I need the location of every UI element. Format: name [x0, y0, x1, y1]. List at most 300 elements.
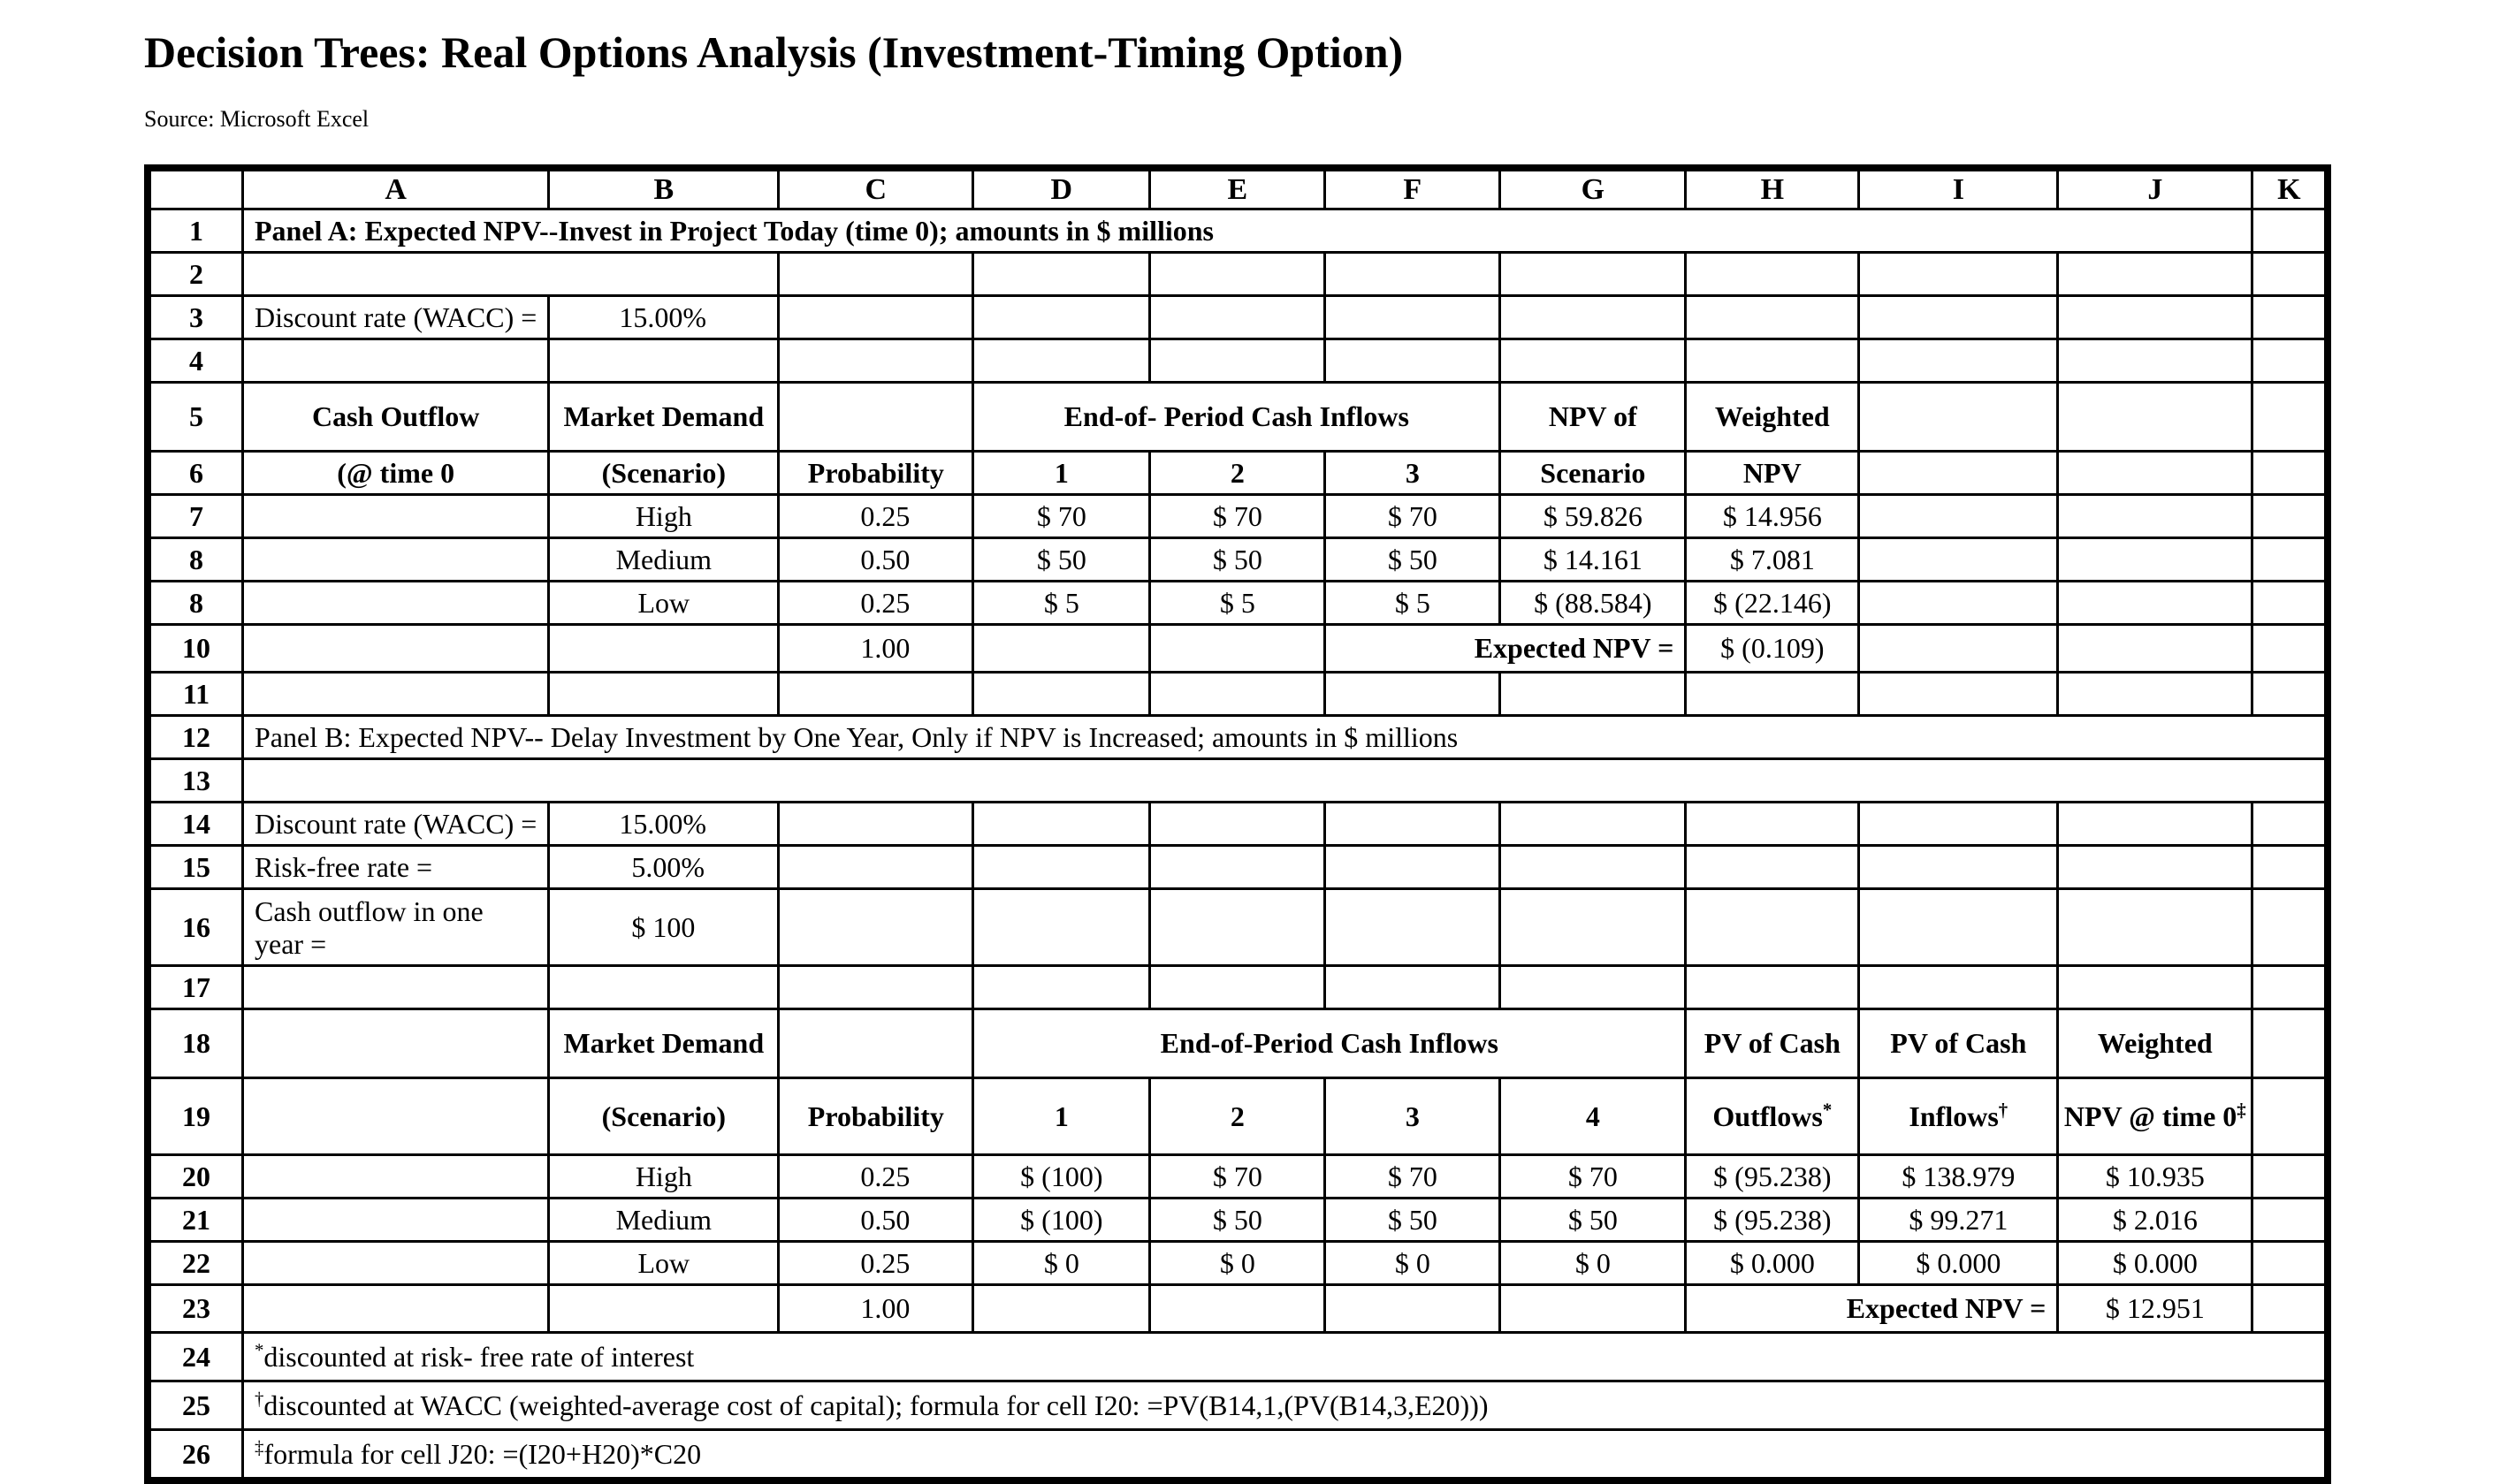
probability-cell[interactable]: 0.25: [779, 1242, 973, 1285]
weighted-npv-cell[interactable]: $ 10.935: [2058, 1155, 2252, 1199]
cash-outflow-label-cell[interactable]: Cash outflow in one year =: [243, 889, 549, 966]
header-time0[interactable]: (@ time 0: [243, 452, 549, 495]
cell[interactable]: [243, 1285, 549, 1333]
cell[interactable]: [2058, 582, 2252, 625]
cell[interactable]: [1859, 339, 2058, 383]
cell[interactable]: [2252, 495, 2326, 538]
header-npv[interactable]: NPV: [1686, 452, 1859, 495]
header-cash-inflows-b[interactable]: End-of-Period Cash Inflows: [973, 1009, 1686, 1078]
cell[interactable]: [1859, 538, 2058, 582]
cell[interactable]: [1150, 339, 1325, 383]
cell[interactable]: [1325, 339, 1500, 383]
cash-flow-cell[interactable]: $ 0: [1500, 1242, 1686, 1285]
table-row: [150, 538, 2326, 582]
cell[interactable]: [243, 673, 549, 716]
cell[interactable]: [1500, 803, 1686, 846]
header-pv-cash-out[interactable]: PV of Cash: [1686, 1009, 1859, 1078]
probability-cell[interactable]: 0.25: [779, 495, 973, 538]
header-period-1-b[interactable]: 1: [973, 1078, 1150, 1155]
dagger-mark: †: [1998, 1099, 2008, 1120]
cell[interactable]: [1686, 889, 1859, 966]
cell[interactable]: [1686, 846, 1859, 889]
cell[interactable]: [1500, 296, 1686, 339]
header-scenario[interactable]: (Scenario): [549, 452, 779, 495]
cell[interactable]: [1500, 966, 1686, 1009]
cell[interactable]: [779, 889, 973, 966]
risk-free-value-cell[interactable]: 5.00%: [549, 846, 779, 889]
sheet-row: [150, 1078, 2326, 1155]
cell[interactable]: [779, 966, 973, 1009]
demand-cell[interactable]: High: [549, 495, 779, 538]
sheet-row: [150, 716, 2326, 759]
sheet-row: [150, 452, 2326, 495]
cell[interactable]: [243, 1009, 549, 1078]
risk-free-label-cell[interactable]: Risk-free rate =: [243, 846, 549, 889]
cell[interactable]: [973, 889, 1150, 966]
table-row: [150, 1155, 2326, 1199]
row-header[interactable]: 23: [150, 1285, 243, 1333]
header-period-2-b[interactable]: 2: [1150, 1078, 1325, 1155]
footnote-text: discounted at WACC (weighted-average cost of capital); formula for cell I20: =PV(B14,1,(PV(B14,3,E20))): [263, 1389, 1489, 1421]
probability-cell[interactable]: 0.50: [779, 1199, 973, 1242]
row-header[interactable]: 16: [150, 889, 243, 966]
cell[interactable]: [243, 582, 549, 625]
row-header[interactable]: 8: [150, 582, 243, 625]
column-header-b[interactable]: B: [549, 171, 779, 209]
row-header[interactable]: 22: [150, 1242, 243, 1285]
cell[interactable]: [243, 1155, 549, 1199]
cell[interactable]: [2058, 966, 2252, 1009]
cell[interactable]: [1859, 966, 2058, 1009]
cell[interactable]: [779, 383, 973, 452]
sheet-row: [150, 759, 2326, 803]
cell[interactable]: [1859, 383, 2058, 452]
demand-cell[interactable]: Medium: [549, 1199, 779, 1242]
column-header-g[interactable]: G: [1500, 171, 1686, 209]
cell[interactable]: [2058, 889, 2252, 966]
footnote-1[interactable]: [243, 1333, 2326, 1381]
row-header[interactable]: 12: [150, 716, 243, 759]
header-inflows-text: Inflows: [1909, 1100, 1999, 1132]
header-outflows-text: Outflows: [1712, 1100, 1823, 1132]
cell[interactable]: [549, 1285, 779, 1333]
cell[interactable]: [243, 538, 549, 582]
cell[interactable]: [1325, 253, 1500, 296]
asterisk-mark: *: [255, 1339, 264, 1360]
cell[interactable]: [779, 296, 973, 339]
cell[interactable]: [1150, 296, 1325, 339]
header-probability[interactable]: Probability: [779, 452, 973, 495]
column-header-k[interactable]: K: [2252, 171, 2326, 209]
cell[interactable]: [779, 253, 973, 296]
header-inflows[interactable]: [1859, 1078, 2058, 1155]
cell[interactable]: [1686, 966, 1859, 1009]
weighted-npv-cell[interactable]: $ (22.146): [1686, 582, 1859, 625]
npv-cell[interactable]: $ (88.584): [1500, 582, 1686, 625]
row-header[interactable]: 2: [150, 253, 243, 296]
header-npv-of[interactable]: NPV of: [1500, 383, 1686, 452]
source-caption: Source: Microsoft Excel: [144, 106, 370, 132]
sheet-row: [150, 209, 2326, 253]
panel-a-title[interactable]: Panel A: Expected NPV--Invest in Project Today (time 0); amounts in $ millions: [243, 209, 2252, 253]
cell[interactable]: [1859, 846, 2058, 889]
weighted-npv-cell[interactable]: $ 14.956: [1686, 495, 1859, 538]
header-pv-cash-in[interactable]: PV of Cash: [1859, 1009, 2058, 1078]
demand-cell[interactable]: Low: [549, 582, 779, 625]
npv-cell[interactable]: $ 59.826: [1500, 495, 1686, 538]
cell[interactable]: [1150, 625, 1325, 673]
sheet-row: [150, 383, 2326, 452]
header-market-demand[interactable]: Market Demand: [549, 383, 779, 452]
cash-flow-cell[interactable]: $ 50: [1325, 1199, 1500, 1242]
sheet-row: [150, 889, 2326, 966]
cash-flow-cell[interactable]: $ 50: [1150, 1199, 1325, 1242]
cell[interactable]: [243, 253, 779, 296]
cell[interactable]: [973, 296, 1150, 339]
footnote-row: [150, 1381, 2326, 1430]
panel-b-title[interactable]: Panel B: Expected NPV-- Delay Investment by One Year, Only if NPV is Increased; amounts in $ millions: [243, 716, 2326, 759]
row-header[interactable]: 3: [150, 296, 243, 339]
cash-flow-cell[interactable]: $ 50: [1500, 1199, 1686, 1242]
cash-flow-cell[interactable]: $ 70: [1325, 495, 1500, 538]
corner-cell[interactable]: [150, 171, 243, 209]
cell[interactable]: [2252, 1009, 2326, 1078]
header-market-demand-b[interactable]: Market Demand: [549, 1009, 779, 1078]
cell[interactable]: [1686, 296, 1859, 339]
cell[interactable]: [2252, 625, 2326, 673]
cell[interactable]: [1500, 339, 1686, 383]
cell[interactable]: [2058, 253, 2252, 296]
sheet-row: [150, 673, 2326, 716]
row-header[interactable]: 10: [150, 625, 243, 673]
demand-cell[interactable]: Medium: [549, 538, 779, 582]
header-weighted[interactable]: Weighted: [1686, 383, 1859, 452]
cell[interactable]: [2252, 209, 2326, 253]
column-header-e[interactable]: E: [1150, 171, 1325, 209]
cell[interactable]: [1500, 846, 1686, 889]
cell[interactable]: [2058, 803, 2252, 846]
row-header[interactable]: 14: [150, 803, 243, 846]
probability-cell[interactable]: 0.25: [779, 1155, 973, 1199]
row-header[interactable]: 8: [150, 538, 243, 582]
cell[interactable]: [1859, 582, 2058, 625]
cell[interactable]: [1150, 846, 1325, 889]
cell[interactable]: [243, 495, 549, 538]
cell[interactable]: [973, 803, 1150, 846]
column-header-j[interactable]: J: [2058, 171, 2252, 209]
cell[interactable]: [779, 846, 973, 889]
cell[interactable]: [1686, 673, 1859, 716]
row-header[interactable]: 20: [150, 1155, 243, 1199]
cell[interactable]: [1500, 1285, 1686, 1333]
footnote-text: formula for cell J20: =(I20+H20)*C20: [263, 1437, 702, 1470]
pv-outflows-cell[interactable]: $ (95.238): [1686, 1199, 1859, 1242]
pv-outflows-cell[interactable]: $ 0.000: [1686, 1242, 1859, 1285]
cash-flow-cell[interactable]: $ 0: [973, 1242, 1150, 1285]
cell[interactable]: [1325, 673, 1500, 716]
cell[interactable]: [1686, 253, 1859, 296]
cell[interactable]: [2058, 673, 2252, 716]
header-outflows[interactable]: [1686, 1078, 1859, 1155]
probability-total-cell-b[interactable]: 1.00: [779, 1285, 973, 1333]
wacc-label-cell[interactable]: Discount rate (WACC) =: [243, 296, 549, 339]
column-header-f[interactable]: F: [1325, 171, 1500, 209]
pv-inflows-cell[interactable]: $ 99.271: [1859, 1199, 2058, 1242]
cash-flow-cell[interactable]: $ 0: [1325, 1242, 1500, 1285]
cell[interactable]: [243, 339, 549, 383]
cell[interactable]: [1150, 253, 1325, 296]
cell[interactable]: [973, 1285, 1150, 1333]
row-header[interactable]: 15: [150, 846, 243, 889]
footnote-3[interactable]: [243, 1430, 2326, 1479]
wacc-label-cell-b[interactable]: Discount rate (WACC) =: [243, 803, 549, 846]
cell[interactable]: [1150, 966, 1325, 1009]
cell[interactable]: [1859, 452, 2058, 495]
sheet-row: [150, 846, 2326, 889]
cash-flow-cell[interactable]: $ (100): [973, 1155, 1150, 1199]
header-probability-b[interactable]: Probability: [779, 1078, 973, 1155]
cell[interactable]: [2252, 1078, 2326, 1155]
table-row: [150, 1242, 2326, 1285]
cell[interactable]: [1325, 966, 1500, 1009]
expected-npv-label[interactable]: Expected NPV =: [1325, 625, 1686, 673]
wacc-value-cell-b[interactable]: 15.00%: [549, 803, 779, 846]
cell[interactable]: [1325, 803, 1500, 846]
cell[interactable]: [2252, 538, 2326, 582]
cell[interactable]: [2252, 966, 2326, 1009]
column-header-row: [150, 171, 2326, 209]
cell[interactable]: [549, 966, 779, 1009]
cell[interactable]: [2058, 846, 2252, 889]
wacc-value-cell[interactable]: 15.00%: [549, 296, 779, 339]
cell[interactable]: [243, 1078, 549, 1155]
cell[interactable]: [2058, 538, 2252, 582]
header-period-1[interactable]: 1: [973, 452, 1150, 495]
header-npv-time0[interactable]: [2058, 1078, 2252, 1155]
cell[interactable]: [2252, 1199, 2326, 1242]
cell[interactable]: [2252, 1242, 2326, 1285]
column-header-i[interactable]: I: [1859, 171, 2058, 209]
header-period-4-b[interactable]: 4: [1500, 1078, 1686, 1155]
footnote-text: discounted at risk- free rate of interest: [263, 1340, 695, 1373]
weighted-npv-cell[interactable]: $ 0.000: [2058, 1242, 2252, 1285]
cell[interactable]: [973, 966, 1150, 1009]
cell[interactable]: [2252, 452, 2326, 495]
header-period-3[interactable]: 3: [1325, 452, 1500, 495]
row-header[interactable]: 1: [150, 209, 243, 253]
cell[interactable]: [973, 625, 1150, 673]
cell[interactable]: [2252, 889, 2326, 966]
cash-flow-cell[interactable]: $ 0: [1150, 1242, 1325, 1285]
cash-flow-cell[interactable]: $ 70: [1150, 495, 1325, 538]
expected-npv-value[interactable]: $ (0.109): [1686, 625, 1859, 673]
footnote-row: [150, 1333, 2326, 1381]
row-header[interactable]: 21: [150, 1199, 243, 1242]
row-header[interactable]: 4: [150, 339, 243, 383]
cell[interactable]: [243, 1242, 549, 1285]
cell[interactable]: [2252, 296, 2326, 339]
demand-cell[interactable]: High: [549, 1155, 779, 1199]
cell[interactable]: [2058, 625, 2252, 673]
cell[interactable]: [1325, 296, 1500, 339]
cell[interactable]: [2058, 296, 2252, 339]
double-dagger-mark: ‡: [2237, 1099, 2246, 1120]
cell[interactable]: [973, 339, 1150, 383]
cash-flow-cell[interactable]: $ 70: [1325, 1155, 1500, 1199]
cash-flow-cell[interactable]: $ (100): [973, 1199, 1150, 1242]
pv-inflows-cell[interactable]: $ 138.979: [1859, 1155, 2058, 1199]
cell[interactable]: [1500, 889, 1686, 966]
row-header[interactable]: 18: [150, 1009, 243, 1078]
header-scenario-npv[interactable]: Scenario: [1500, 452, 1686, 495]
cell[interactable]: [2252, 339, 2326, 383]
header-period-3-b[interactable]: 3: [1325, 1078, 1500, 1155]
row-header[interactable]: 11: [150, 673, 243, 716]
cell[interactable]: [1150, 889, 1325, 966]
cash-flow-cell[interactable]: $ 50: [1150, 538, 1325, 582]
page-title: Decision Trees: Real Options Analysis (Investment-Timing Option): [144, 27, 1404, 77]
cell[interactable]: [1150, 673, 1325, 716]
cell[interactable]: [2252, 383, 2326, 452]
cell[interactable]: [549, 339, 779, 383]
cell[interactable]: [1325, 889, 1500, 966]
cell[interactable]: [2252, 673, 2326, 716]
cell[interactable]: [2058, 495, 2252, 538]
cell[interactable]: [2252, 582, 2326, 625]
cell[interactable]: [2058, 339, 2252, 383]
probability-cell[interactable]: 0.25: [779, 582, 973, 625]
cell[interactable]: [2252, 803, 2326, 846]
cell[interactable]: [1500, 673, 1686, 716]
cell[interactable]: [973, 253, 1150, 296]
cash-flow-cell[interactable]: $ 50: [1325, 538, 1500, 582]
row-header[interactable]: 6: [150, 452, 243, 495]
cell[interactable]: [779, 803, 973, 846]
cell[interactable]: [973, 673, 1150, 716]
table-row: [150, 582, 2326, 625]
footnote-2[interactable]: [243, 1381, 2326, 1430]
header-scenario-b[interactable]: (Scenario): [549, 1078, 779, 1155]
probability-cell[interactable]: 0.50: [779, 538, 973, 582]
cell[interactable]: [1500, 253, 1686, 296]
cell[interactable]: [2058, 452, 2252, 495]
spreadsheet: [144, 164, 2331, 1484]
header-npv-time0-text: NPV @ time 0: [2063, 1100, 2237, 1132]
row-header[interactable]: 5: [150, 383, 243, 452]
cell[interactable]: [1325, 1285, 1500, 1333]
sheet-row: [150, 253, 2326, 296]
cell[interactable]: [779, 339, 973, 383]
cash-flow-cell[interactable]: $ 70: [1500, 1155, 1686, 1199]
pv-outflows-cell[interactable]: $ (95.238): [1686, 1155, 1859, 1199]
cash-flow-cell[interactable]: $ 5: [1150, 582, 1325, 625]
header-weighted-b[interactable]: Weighted: [2058, 1009, 2252, 1078]
cell[interactable]: [1859, 495, 2058, 538]
cash-flow-cell[interactable]: $ 70: [1150, 1155, 1325, 1199]
cell[interactable]: [1859, 253, 2058, 296]
sheet-row: [150, 296, 2326, 339]
cell[interactable]: [1859, 673, 2058, 716]
cell[interactable]: [779, 1009, 973, 1078]
row-header[interactable]: 13: [150, 759, 243, 803]
demand-cell[interactable]: Low: [549, 1242, 779, 1285]
cell[interactable]: [1150, 1285, 1325, 1333]
row-header[interactable]: 24: [150, 1333, 243, 1381]
row-header[interactable]: 26: [150, 1430, 243, 1479]
cash-flow-cell[interactable]: $ 5: [973, 582, 1150, 625]
cell[interactable]: [779, 673, 973, 716]
table-row: [150, 1285, 2326, 1333]
cell[interactable]: [243, 1199, 549, 1242]
weighted-npv-cell[interactable]: $ 7.081: [1686, 538, 1859, 582]
cell[interactable]: [549, 673, 779, 716]
cell[interactable]: [2252, 253, 2326, 296]
row-header[interactable]: 17: [150, 966, 243, 1009]
footnote-row: [150, 1430, 2326, 1479]
cell[interactable]: [1859, 625, 2058, 673]
expected-npv-value-b[interactable]: $ 12.951: [2058, 1285, 2252, 1333]
sheet-row: [150, 803, 2326, 846]
cash-flow-cell[interactable]: $ 50: [973, 538, 1150, 582]
column-header-c[interactable]: C: [779, 171, 973, 209]
cell[interactable]: [1859, 889, 2058, 966]
npv-cell[interactable]: $ 14.161: [1500, 538, 1686, 582]
cell[interactable]: [243, 759, 2326, 803]
cell[interactable]: [549, 625, 779, 673]
table-row: [150, 495, 2326, 538]
asterisk-mark: *: [1822, 1099, 1833, 1120]
sheet-row: [150, 339, 2326, 383]
probability-total-cell[interactable]: 1.00: [779, 625, 973, 673]
pv-inflows-cell[interactable]: $ 0.000: [1859, 1242, 2058, 1285]
cell[interactable]: [1859, 296, 2058, 339]
cash-flow-cell[interactable]: $ 5: [1325, 582, 1500, 625]
column-header-h[interactable]: H: [1686, 171, 1859, 209]
double-dagger-mark: ‡: [255, 1436, 264, 1457]
table-row: [150, 625, 2326, 673]
cell[interactable]: [243, 966, 549, 1009]
row-header[interactable]: 7: [150, 495, 243, 538]
table-row: [150, 1199, 2326, 1242]
spreadsheet-grid: [149, 169, 2327, 1480]
row-header[interactable]: 25: [150, 1381, 243, 1430]
row-header[interactable]: 19: [150, 1078, 243, 1155]
expected-npv-label-b[interactable]: Expected NPV =: [1686, 1285, 2058, 1333]
column-header-a[interactable]: A: [243, 171, 549, 209]
header-cash-outflow[interactable]: Cash Outflow: [243, 383, 549, 452]
sheet-row: [150, 966, 2326, 1009]
cell[interactable]: [2252, 846, 2326, 889]
cell[interactable]: [2252, 1155, 2326, 1199]
cash-flow-cell[interactable]: $ 70: [973, 495, 1150, 538]
weighted-npv-cell[interactable]: $ 2.016: [2058, 1199, 2252, 1242]
cell[interactable]: [2252, 1285, 2326, 1333]
cell[interactable]: [1150, 803, 1325, 846]
column-header-d[interactable]: D: [973, 171, 1150, 209]
cell[interactable]: [1325, 846, 1500, 889]
cell[interactable]: [973, 846, 1150, 889]
sheet-row: [150, 1009, 2326, 1078]
header-cash-inflows[interactable]: End-of- Period Cash Inflows: [973, 383, 1500, 452]
cell[interactable]: [1686, 339, 1859, 383]
cell[interactable]: [1686, 803, 1859, 846]
dagger-mark: †: [255, 1388, 264, 1409]
cell[interactable]: [243, 625, 549, 673]
cell[interactable]: [2058, 383, 2252, 452]
cash-outflow-value-cell[interactable]: $ 100: [549, 889, 779, 966]
header-period-2[interactable]: 2: [1150, 452, 1325, 495]
cell[interactable]: [1859, 803, 2058, 846]
